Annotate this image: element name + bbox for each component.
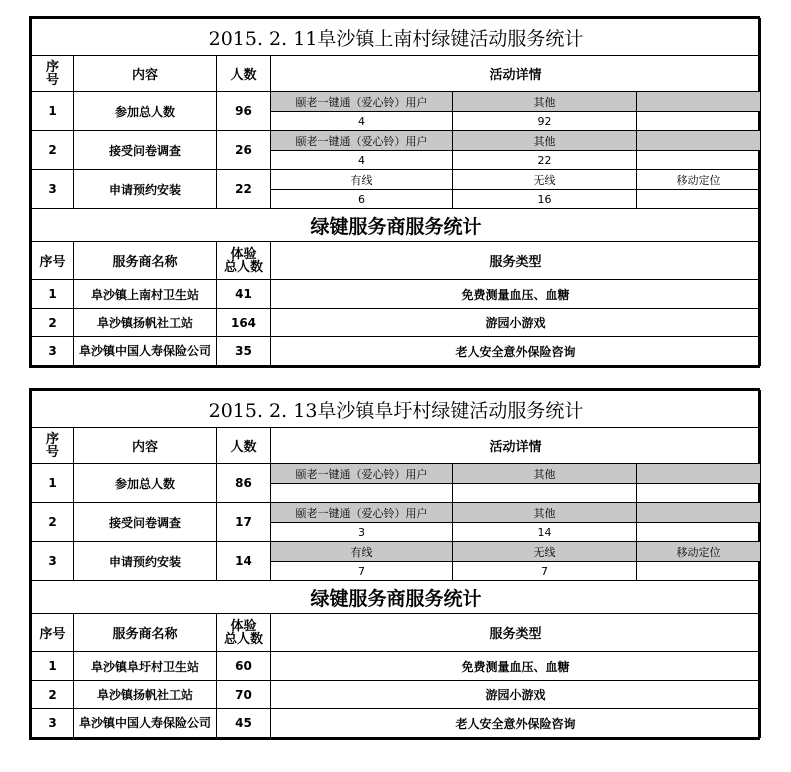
stats-sheet-1: [29, 16, 760, 368]
sub-label: 有线: [271, 542, 453, 562]
provider-count: 35: [217, 337, 271, 366]
sub-label: 其他: [453, 92, 637, 112]
sub-label: [637, 92, 761, 112]
row-count: 96: [217, 92, 271, 131]
row-content: 申请预约安装: [74, 170, 217, 209]
provider-name: 阜沙镇扬帆社工站: [74, 309, 217, 337]
row-seq: 2: [32, 131, 74, 170]
sub-label: 移动定位: [637, 542, 761, 562]
sub-label: 其他: [453, 503, 637, 523]
provider-header-count: 体验 总人数: [217, 614, 271, 652]
provider-header-seq: 序号: [32, 242, 74, 280]
provider-header-type: 服务类型: [271, 242, 761, 280]
header-count: 人数: [217, 56, 271, 92]
provider-name: 阜沙镇阜圩村卫生站: [74, 652, 217, 681]
sub-label: 颐老一键通（爱心铃）用户: [271, 503, 453, 523]
sub-value: 3: [271, 523, 453, 542]
row-seq: 1: [32, 464, 74, 503]
sub-label: 有线: [271, 170, 453, 190]
provider-seq: 1: [32, 652, 74, 681]
sub-value: 14: [453, 523, 637, 542]
provider-name: 阜沙镇扬帆社工站: [74, 681, 217, 709]
provider-title: 绿键服务商服务统计: [32, 209, 761, 242]
provider-count: 164: [217, 309, 271, 337]
sub-value: 92: [453, 112, 637, 131]
provider-header-count: 体验 总人数: [217, 242, 271, 280]
table-title: 2015. 2. 13阜沙镇阜圩村绿键活动服务统计: [32, 391, 761, 428]
row-content: 参加总人数: [74, 92, 217, 131]
sub-value: 4: [271, 151, 453, 170]
row-content: 申请预约安装: [74, 542, 217, 581]
table-title: 2015. 2. 11阜沙镇上南村绿键活动服务统计: [32, 19, 761, 56]
provider-name: 阜沙镇中国人寿保险公司: [74, 337, 217, 366]
activity-table: [31, 18, 761, 366]
sub-label: 其他: [453, 131, 637, 151]
row-content: 接受问卷调查: [74, 503, 217, 542]
provider-title: 绿键服务商服务统计: [32, 581, 761, 614]
sub-value: [637, 190, 761, 209]
header-content: 内容: [74, 428, 217, 464]
provider-header-type: 服务类型: [271, 614, 761, 652]
row-seq: 3: [32, 542, 74, 581]
row-count: 14: [217, 542, 271, 581]
header-content: 内容: [74, 56, 217, 92]
provider-seq: 1: [32, 280, 74, 309]
sub-label: 颐老一键通（爱心铃）用户: [271, 92, 453, 112]
row-count: 86: [217, 464, 271, 503]
sub-value: [453, 484, 637, 503]
provider-header-seq: 序号: [32, 614, 74, 652]
provider-count: 60: [217, 652, 271, 681]
activity-table: [31, 390, 761, 738]
provider-count: 41: [217, 280, 271, 309]
sub-label: [637, 464, 761, 484]
provider-name: 阜沙镇中国人寿保险公司: [74, 709, 217, 738]
sub-value: 16: [453, 190, 637, 209]
sub-label: 无线: [453, 542, 637, 562]
sub-label: 颐老一键通（爱心铃）用户: [271, 131, 453, 151]
sub-label: 移动定位: [637, 170, 761, 190]
sub-value: 22: [453, 151, 637, 170]
provider-seq: 2: [32, 681, 74, 709]
row-count: 22: [217, 170, 271, 209]
provider-seq: 3: [32, 709, 74, 738]
stats-sheet-2: [29, 388, 760, 740]
provider-type: 老人安全意外保险咨询: [271, 337, 761, 366]
sub-value: [637, 112, 761, 131]
provider-name: 阜沙镇上南村卫生站: [74, 280, 217, 309]
sub-value: [637, 523, 761, 542]
header-detail: 活动详情: [271, 56, 761, 92]
sub-label: [637, 131, 761, 151]
sub-label: 颐老一键通（爱心铃）用户: [271, 464, 453, 484]
row-content: 接受问卷调查: [74, 131, 217, 170]
row-count: 17: [217, 503, 271, 542]
provider-type: 免费测量血压、血糖: [271, 652, 761, 681]
sub-value: 7: [453, 562, 637, 581]
provider-count: 70: [217, 681, 271, 709]
provider-header-name: 服务商名称: [74, 614, 217, 652]
provider-type: 游园小游戏: [271, 309, 761, 337]
header-seq: 序 号: [32, 56, 74, 92]
header-seq: 序 号: [32, 428, 74, 464]
header-detail: 活动详情: [271, 428, 761, 464]
sub-value: [637, 484, 761, 503]
header-count: 人数: [217, 428, 271, 464]
sub-value: [637, 562, 761, 581]
row-seq: 3: [32, 170, 74, 209]
row-seq: 1: [32, 92, 74, 131]
row-seq: 2: [32, 503, 74, 542]
sub-value: [637, 151, 761, 170]
sub-label: [637, 503, 761, 523]
provider-seq: 3: [32, 337, 74, 366]
sub-value: 7: [271, 562, 453, 581]
sub-label: 无线: [453, 170, 637, 190]
provider-type: 免费测量血压、血糖: [271, 280, 761, 309]
row-count: 26: [217, 131, 271, 170]
provider-type: 游园小游戏: [271, 681, 761, 709]
provider-type: 老人安全意外保险咨询: [271, 709, 761, 738]
sub-value: 4: [271, 112, 453, 131]
provider-seq: 2: [32, 309, 74, 337]
sub-value: 6: [271, 190, 453, 209]
provider-header-name: 服务商名称: [74, 242, 217, 280]
row-content: 参加总人数: [74, 464, 217, 503]
provider-count: 45: [217, 709, 271, 738]
sub-value: [271, 484, 453, 503]
sub-label: 其他: [453, 464, 637, 484]
